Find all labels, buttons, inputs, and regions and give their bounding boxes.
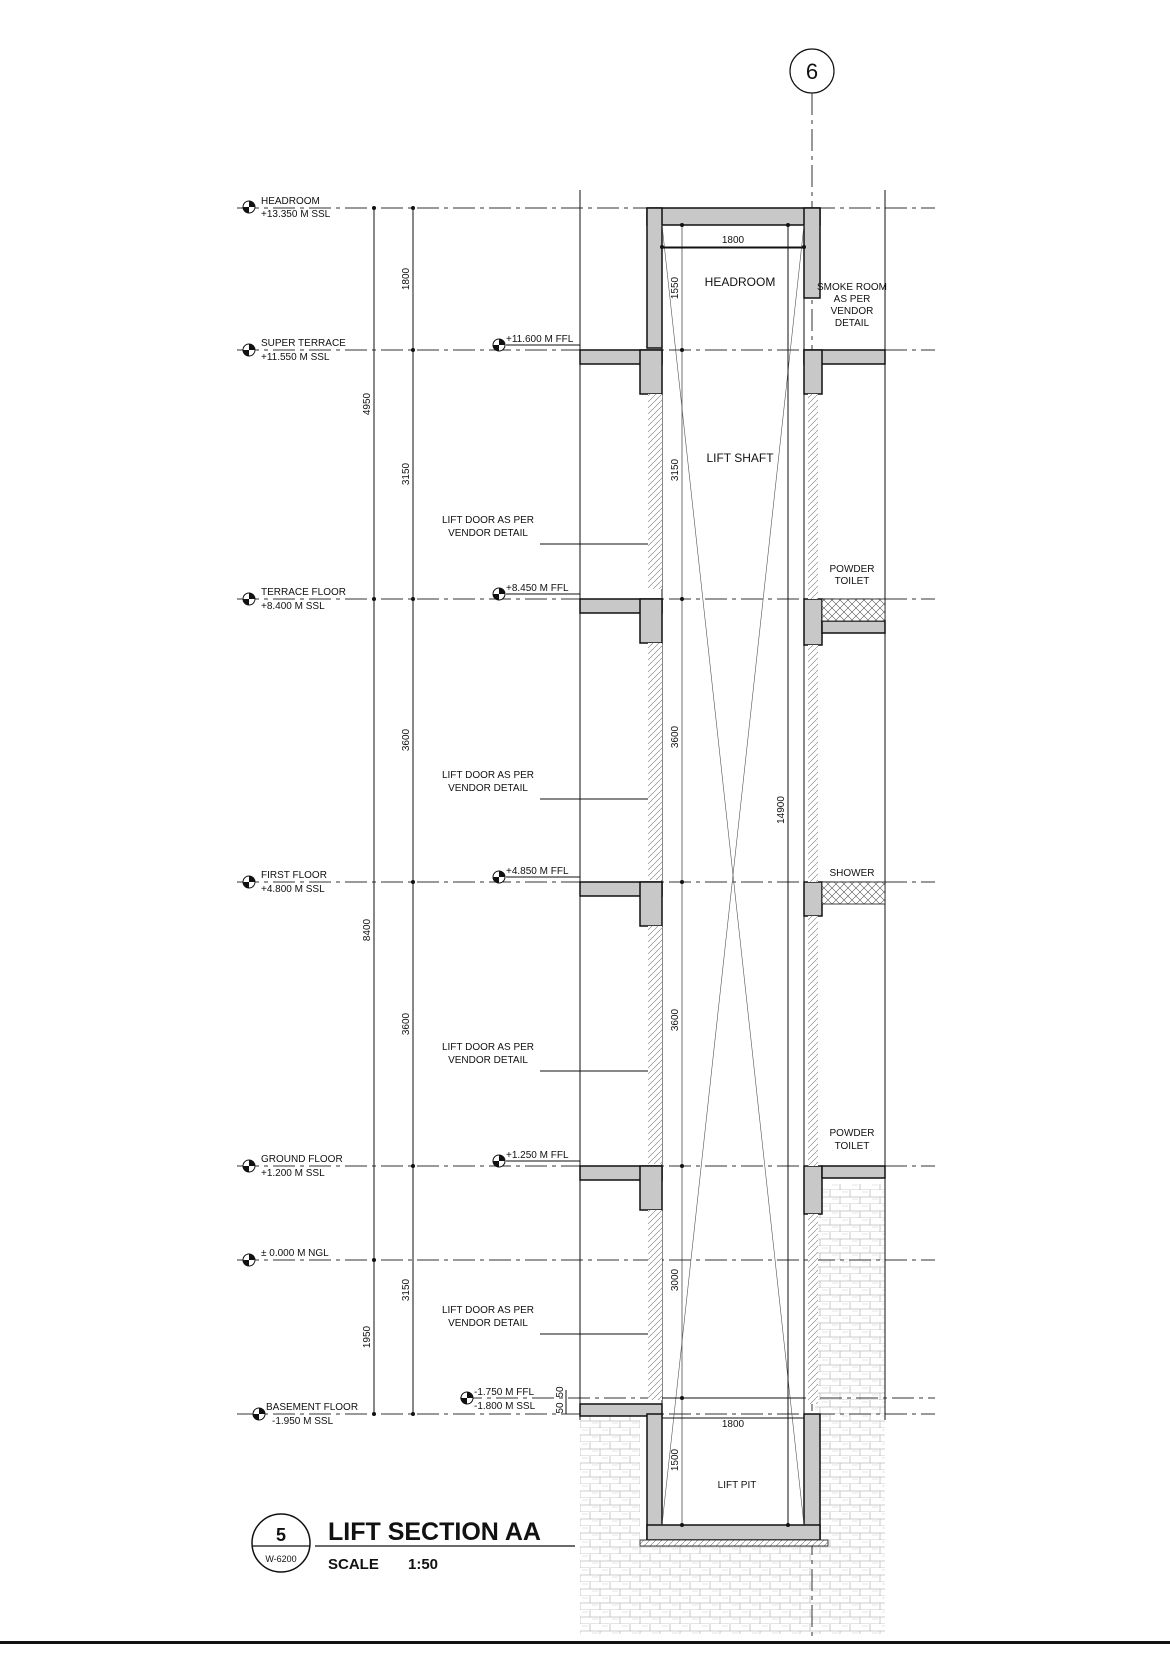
svg-text:VENDOR DETAIL: VENDOR DETAIL — [448, 783, 528, 794]
svg-text:1500: 1500 — [670, 1448, 681, 1472]
powder-toilet-upper — [830, 564, 875, 587]
svg-text:3600: 3600 — [670, 1008, 681, 1032]
sheet-border-bottom — [0, 1641, 1170, 1644]
toilet-slab-first — [822, 882, 885, 904]
svg-text:3000: 3000 — [670, 1268, 681, 1292]
svg-text:LIFT DOOR AS PER: LIFT DOOR AS PER — [441, 770, 535, 781]
svg-text:+11.600 M FFL: +11.600 M FFL — [506, 334, 574, 345]
level-marker-basement — [253, 1402, 358, 1427]
dimension-chain-inner — [401, 206, 415, 1416]
svg-text:4950: 4950 — [362, 392, 373, 416]
svg-text:+11.550 M SSL: +11.550 M SSL — [261, 352, 330, 363]
level-marker-ngl — [243, 1248, 329, 1266]
ffl-marker-basement — [461, 1387, 536, 1412]
svg-text:+4.850 M FFL: +4.850 M FFL — [506, 866, 569, 877]
grid-bubble-label: 6 — [805, 59, 819, 84]
sheet-reference: W-6200 — [265, 1554, 297, 1564]
svg-text:3600: 3600 — [401, 728, 412, 752]
svg-text:LIFT DOOR AS PER: LIFT DOOR AS PER — [441, 1305, 535, 1316]
ffl-marker-super-terrace — [493, 334, 580, 351]
svg-text:HEADROOM: HEADROOM — [261, 196, 320, 207]
svg-text:POWDER: POWDER — [829, 1128, 875, 1139]
svg-text:DETAIL: DETAIL — [834, 318, 870, 329]
svg-text:± 0.000 M NGL: ± 0.000 M NGL — [261, 1248, 329, 1259]
svg-text:LIFT DOOR AS PER: LIFT DOOR AS PER — [441, 515, 535, 526]
svg-text:1800: 1800 — [401, 267, 412, 291]
soil-right — [815, 1184, 885, 1634]
title-block — [252, 1514, 575, 1573]
ffl-marker-terrace — [493, 583, 580, 600]
soil-below-pit — [640, 1540, 815, 1634]
smoke-room-note — [817, 282, 887, 329]
toilet-slab-terrace — [822, 599, 885, 621]
svg-text:GROUND FLOOR: GROUND FLOOR — [261, 1154, 343, 1165]
headroom-label: HEADROOM — [704, 275, 776, 289]
svg-text:+1.250 M FFL: +1.250 M FFL — [506, 1150, 569, 1161]
svg-text:+4.800 M SSL: +4.800 M SSL — [261, 884, 325, 895]
lift-door-note-1 — [442, 515, 648, 544]
svg-text:3150: 3150 — [401, 462, 412, 486]
svg-text:SUPER TERRACE: SUPER TERRACE — [261, 338, 346, 349]
svg-text:-1.950 M SSL: -1.950 M SSL — [272, 1416, 334, 1427]
svg-text:FIRST FLOOR: FIRST FLOOR — [261, 870, 327, 881]
ffl-marker-ground — [493, 1150, 580, 1167]
svg-text:VENDOR DETAIL: VENDOR DETAIL — [448, 528, 528, 539]
lift-door-hatches — [648, 394, 818, 1404]
svg-text:50: 50 — [555, 1402, 566, 1414]
shower-label: SHOWER — [829, 868, 875, 879]
lift-door-note-4 — [442, 1305, 648, 1334]
dimension-pit-small — [555, 1386, 566, 1414]
svg-text:+13.350 M SSL: +13.350 M SSL — [261, 209, 331, 220]
lift-pit-label: LIFT PIT — [717, 1480, 757, 1491]
scale-value: 1:50 — [408, 1556, 439, 1573]
shaft-inner-lines — [662, 225, 804, 1525]
svg-text:3150: 3150 — [670, 458, 681, 482]
lift-door-note-3 — [442, 1042, 648, 1071]
svg-text:TOILET: TOILET — [834, 1141, 870, 1152]
svg-text:BASEMENT FLOOR: BASEMENT FLOOR — [266, 1402, 359, 1413]
svg-text:1800: 1800 — [721, 1419, 745, 1430]
svg-text:VENDOR: VENDOR — [830, 306, 874, 317]
detail-number: 5 — [275, 1525, 287, 1545]
svg-text:TOILET: TOILET — [834, 576, 870, 587]
svg-text:LIFT DOOR AS PER: LIFT DOOR AS PER — [441, 1042, 535, 1053]
svg-text:AS PER: AS PER — [833, 294, 871, 305]
svg-text:14900: 14900 — [776, 796, 787, 824]
svg-text:1550: 1550 — [670, 276, 681, 300]
dimension-chain-outer — [362, 206, 376, 1416]
svg-text:-1.800 M SSL: -1.800 M SSL — [474, 1401, 536, 1412]
soil-left-pit — [580, 1414, 640, 1634]
svg-text:3600: 3600 — [401, 1012, 412, 1036]
drawing-title: LIFT SECTION AA — [328, 1518, 541, 1546]
svg-text:VENDOR DETAIL: VENDOR DETAIL — [448, 1055, 528, 1066]
svg-text:1800: 1800 — [721, 235, 745, 246]
svg-text:50: 50 — [555, 1386, 566, 1398]
svg-text:+1.200 M SSL: +1.200 M SSL — [261, 1168, 325, 1179]
lift-shaft-label: LIFT SHAFT — [706, 451, 774, 465]
svg-text:POWDER: POWDER — [829, 564, 875, 575]
dimension-width-bottom — [722, 1419, 745, 1430]
svg-text:+8.450 M FFL: +8.450 M FFL — [506, 583, 569, 594]
svg-text:1950: 1950 — [362, 1325, 373, 1349]
lift-door-note-2 — [442, 770, 648, 799]
svg-text:-1.750 M FFL: -1.750 M FFL — [474, 1387, 535, 1398]
scale-label: SCALE — [328, 1556, 379, 1573]
svg-text:3600: 3600 — [670, 725, 681, 749]
svg-text:3150: 3150 — [401, 1278, 412, 1302]
powder-toilet-lower — [830, 1128, 875, 1152]
svg-text:+8.400 M SSL: +8.400 M SSL — [261, 601, 325, 612]
svg-text:VENDOR DETAIL: VENDOR DETAIL — [448, 1318, 528, 1329]
ffl-marker-first — [493, 866, 580, 883]
svg-text:SMOKE ROOM: SMOKE ROOM — [816, 282, 888, 293]
svg-text:8400: 8400 — [362, 918, 373, 942]
svg-text:TERRACE FLOOR: TERRACE FLOOR — [261, 587, 347, 598]
